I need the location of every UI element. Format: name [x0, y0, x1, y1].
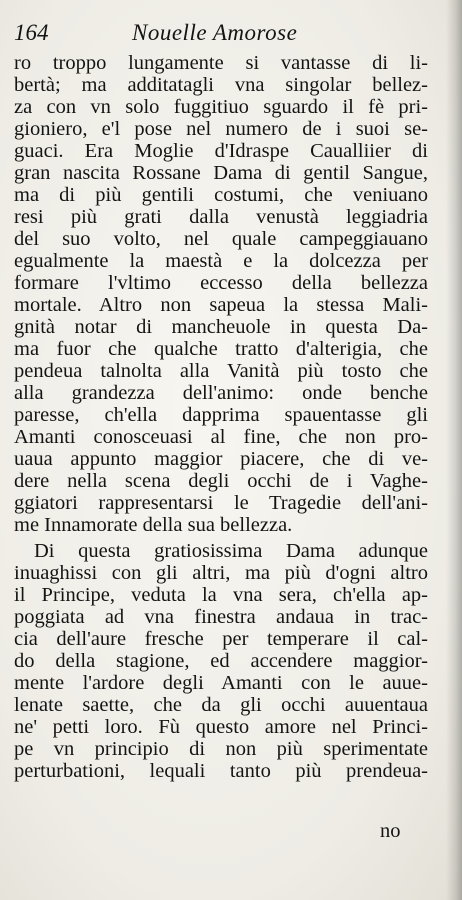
text-line: za con vn solo fuggitiuo sguardo il fè pri- — [14, 96, 428, 118]
text-line: egualmente la maestà e la dolcezza per — [14, 250, 428, 272]
text-line: guaci. Era Moglie d'Idraspe Caualliier di — [14, 140, 428, 162]
paragraph-end-line: me Innamorate della sua bellezza. — [14, 514, 293, 536]
text-line: gioniero, e'l pose nel numero de i suoi se- — [14, 118, 428, 140]
text-line: pe vn principio di non più sperimentate — [14, 738, 428, 760]
text-line: gnità notar di mancheuole in questa Da- — [14, 316, 428, 338]
text-line: formare l'vltimo eccesso della bellezza — [14, 272, 428, 294]
text-line: ggiatori rappresentarsi le Tragedie dell'ani- — [14, 492, 428, 514]
text-line: mente l'ardore degli Amanti con le auue- — [14, 672, 428, 694]
text-line: ro troppo lungamente si vantasse di li- — [14, 52, 428, 74]
text-line: uaua appunto maggior piacere, che di ve- — [14, 448, 428, 470]
text-line: dere nella scena degli occhi de i Vaghe- — [14, 470, 428, 492]
text-line: paresse, ch'ella dapprima spauentasse gli — [14, 404, 428, 426]
text-line: resi più grati dalla venustà leggiadria — [14, 206, 428, 228]
text-line: del suo volto, nel quale campeggiauano — [14, 228, 428, 250]
text-line: ma di più gentili costumi, che veniuano — [14, 184, 428, 206]
running-title: Nouelle Amorose — [132, 20, 298, 45]
text-line: ne' petti loro. Fù questo amore nel Princi- — [14, 716, 428, 738]
text-line: cia dell'aure fresche per temperare il cal- — [14, 628, 428, 650]
text-line: mortale. Altro non sapeua la stessa Mali- — [14, 294, 428, 316]
page-number: 164 — [14, 20, 49, 45]
text-line: inuaghissi con gli altri, ma più d'ogni altro — [14, 562, 428, 584]
text-line: alla grandezza dell'animo: onde benche — [14, 382, 428, 404]
text-line: poggiata ad vna finestra andaua in trac- — [14, 606, 428, 628]
text-line: lenate saette, che da gli occhi auuentaua — [14, 694, 428, 716]
text-line: perturbationi, lequali tanto più prendeua- — [14, 760, 428, 782]
text-line: ma fuor che qualche tratto d'alterigia, che — [14, 338, 428, 360]
paragraph-start-line: Di questa gratiosissima Dama adunque — [34, 540, 428, 562]
text-line: do della stagione, ed accendere maggior- — [14, 650, 428, 672]
text-line: pendeua talnolta alla Vanità più tosto che — [14, 360, 428, 382]
text-line: gran nascita Rossane Dama di gentil Sangue, — [14, 162, 428, 184]
catchword: no — [380, 820, 401, 842]
text-line: Amanti conosceuasi al fine, che non pro- — [14, 426, 428, 448]
text-line: bertà; ma additatagli vna singolar bellez- — [14, 74, 428, 96]
text-line: il Principe, veduta la vna sera, ch'ella ap- — [14, 584, 428, 606]
